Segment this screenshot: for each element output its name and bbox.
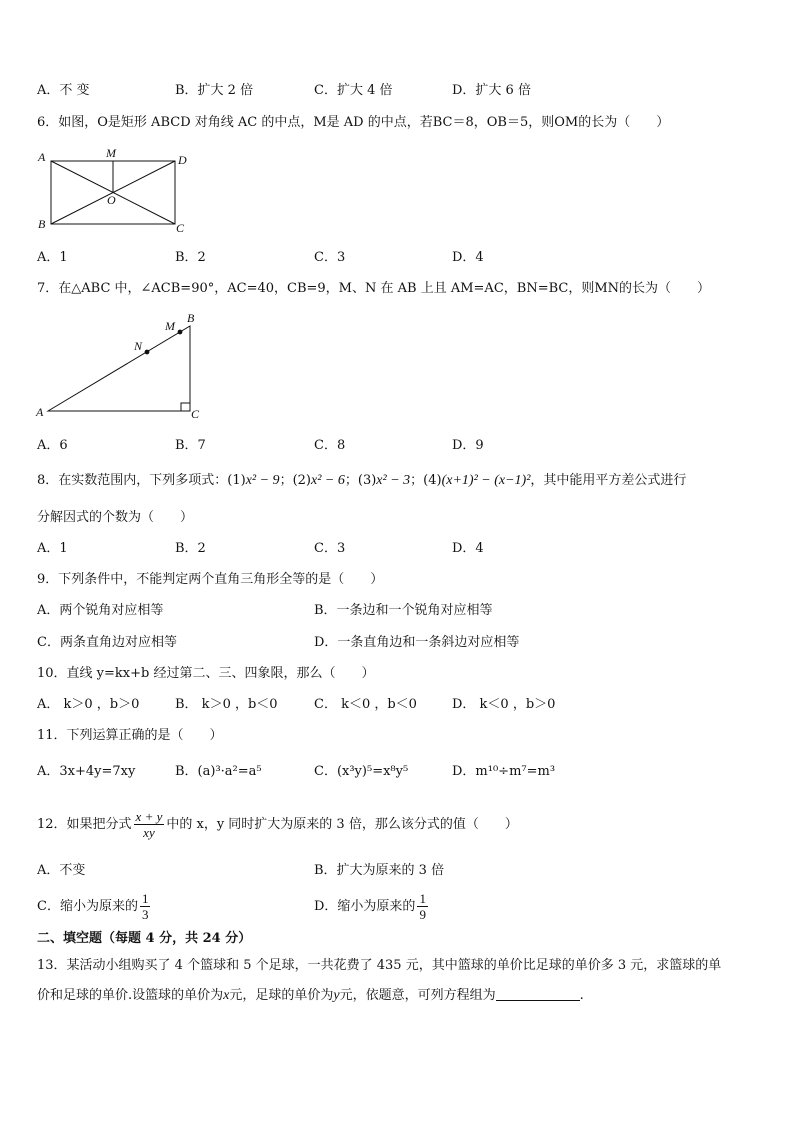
q10-option-a: A． k＞0 ，b＞0 — [37, 697, 140, 712]
q12-stem — [37, 807, 518, 843]
q12-fraction-denominator: xy — [143, 825, 155, 840]
q8-sep: ； — [344, 473, 358, 488]
q12-option-c-text: C．缩小为原来的 — [37, 899, 138, 914]
q13-line2-end: . — [579, 988, 584, 1003]
q11-option-b: B．(a)³·a²=a⁵ — [175, 764, 262, 779]
q8-stem-start: 8．在实数范围内，下列多项式： — [37, 473, 228, 488]
q10-option-b: B． k＞0 ，b＜0 — [175, 697, 278, 712]
q8-stem-line2: 分解因式的个数为（ ） — [37, 510, 194, 525]
q6-label-c: C — [176, 221, 185, 235]
q8-option-c: C．3 — [314, 541, 346, 556]
q6-rectangle-figure — [34, 144, 204, 238]
q8-p2-label: (2) — [292, 473, 311, 488]
q10-stem: 10．直线 y=kx+b 经过第二、三、四象限，那么（ ） — [37, 666, 375, 681]
q8-polynomial-2: x² − 6 — [311, 473, 345, 488]
q7-label-a: A — [36, 405, 44, 419]
q8-sep: ； — [410, 473, 424, 488]
q8-polynomial-3: x² − 3 — [376, 473, 411, 488]
q6-label-d: D — [178, 153, 187, 167]
q6-option-c: C．3 — [314, 250, 346, 265]
q12-option-c-fraction — [140, 891, 151, 922]
q9-option-b: B．一条边和一个锐角对应相等 — [314, 603, 493, 618]
q8-p4-label: (4) — [423, 473, 442, 488]
q9-stem: 9．下列条件中，不能判定两个直角三角形全等的是（ ） — [37, 572, 384, 587]
q13-line1: 13．某活动小组购买了 4 个篮球和 5 个足球，一共花费了 435 元，其中篮球的单价比足球的单价多 3 元，求篮球的单 — [37, 958, 722, 973]
q5-option-d: D．扩大 6 倍 — [452, 83, 531, 98]
q11-option-d: D．m¹⁰÷m⁷=m³ — [452, 764, 556, 779]
q9-option-c: C．两条直角边对应相等 — [37, 635, 177, 650]
q8-option-d: D．4 — [452, 541, 484, 556]
q12-option-b: B．扩大为原来的 3 倍 — [314, 863, 445, 878]
q8-polynomial-4: (x+1)² − (x−1)² — [441, 473, 531, 488]
q12-option-d-text: D．缩小为原来的 — [314, 899, 416, 914]
q6-label-o: O — [107, 193, 116, 207]
q8-sep: ； — [279, 473, 293, 488]
q12-stem-start: 12．如果把分式 — [37, 817, 132, 832]
q11-option-a: A．3x+4y=7xy — [37, 764, 136, 779]
q8-stem — [37, 472, 686, 490]
q7-stem: 7．在△ABC 中，∠ACB=90°，AC=40，CB=9，M、N 在 AB 上且 AM=AC，BN=BC，则MN的长为（ ） — [37, 281, 711, 296]
q13-line2-b: 元，足球的单价为 — [229, 988, 334, 1003]
q12-option-d-fraction — [417, 891, 428, 922]
q6-label-b: B — [38, 217, 46, 231]
q8-stem-end: ，其中能用平方差公式进行 — [530, 473, 687, 488]
q7-option-b: B．7 — [175, 438, 206, 453]
q11-option-c: C．(x³y)⁵=x⁸y⁵ — [314, 764, 409, 779]
q6-option-d: D．4 — [452, 250, 484, 265]
q13-line2 — [37, 987, 584, 1005]
q8-p1-label: (1) — [227, 473, 246, 488]
q9-option-d: D．一条直角边和一条斜边对应相等 — [314, 635, 520, 650]
q6-label-a: A — [38, 150, 46, 164]
q13-answer-blank[interactable] — [496, 988, 580, 1001]
q5-option-a: A．不 变 — [37, 83, 90, 98]
q7-label-m: M — [165, 319, 175, 333]
q6-option-b: B．2 — [175, 250, 206, 265]
q12-option-d-num: 1 — [419, 891, 426, 906]
q12-fraction — [134, 809, 165, 840]
q7-label-c: C — [191, 407, 200, 421]
q7-option-a: A．6 — [37, 438, 68, 453]
q13-line2-a: 价和足球的单价.设篮球的单价为 — [37, 988, 224, 1003]
q10-option-c: C． k＜0 ，b＜0 — [314, 697, 417, 712]
q6-label-m: M — [106, 146, 116, 160]
section-heading-fill-in: 二、填空题（每题 4 分，共 24 分） — [37, 931, 252, 946]
q9-option-a: A．两个锐角对应相等 — [37, 603, 164, 618]
q12-option-c-den: 3 — [141, 907, 149, 922]
q12-option-c — [37, 889, 152, 925]
q7-option-d: D．9 — [452, 438, 484, 453]
q8-p3-label: (3) — [357, 473, 377, 488]
q6-stem: 6．如图，O是矩形 ABCD 对角线 AC 的中点，M是 AD 的中点，若BC＝8，OB＝5，则OM的长为（ ） — [37, 115, 670, 130]
q7-label-b: B — [187, 311, 195, 325]
q13-line2-c: 元，依题意，可列方程组为 — [339, 988, 496, 1003]
q12-option-d — [314, 889, 430, 925]
q7-triangle-figure — [34, 308, 209, 426]
q12-stem-end: 中的 x，y 同时扩大为原来的 3 倍，那么该分式的值（ ） — [166, 817, 518, 832]
q8-polynomial-1: x² − 9 — [245, 473, 280, 488]
q6-option-a: A．1 — [37, 250, 68, 265]
q5-option-c: C．扩大 4 倍 — [314, 83, 393, 98]
q12-option-a: A．不变 — [37, 863, 86, 878]
q13-var-y: y — [333, 988, 340, 1003]
q12-option-d-den: 9 — [419, 907, 426, 922]
q12-option-c-num: 1 — [141, 891, 149, 906]
q7-label-n: N — [134, 339, 143, 353]
q12-fraction-numerator: x + y — [135, 809, 163, 824]
q13-var-x: x — [223, 988, 230, 1003]
q5-option-b: B．扩大 2 倍 — [175, 83, 254, 98]
q8-option-b: B．2 — [175, 541, 206, 556]
q10-option-d: D． k＜0 ，b＞0 — [452, 697, 556, 712]
q11-stem: 11．下列运算正确的是（ ） — [37, 728, 223, 743]
q7-option-c: C．8 — [314, 438, 346, 453]
q8-option-a: A．1 — [37, 541, 68, 556]
